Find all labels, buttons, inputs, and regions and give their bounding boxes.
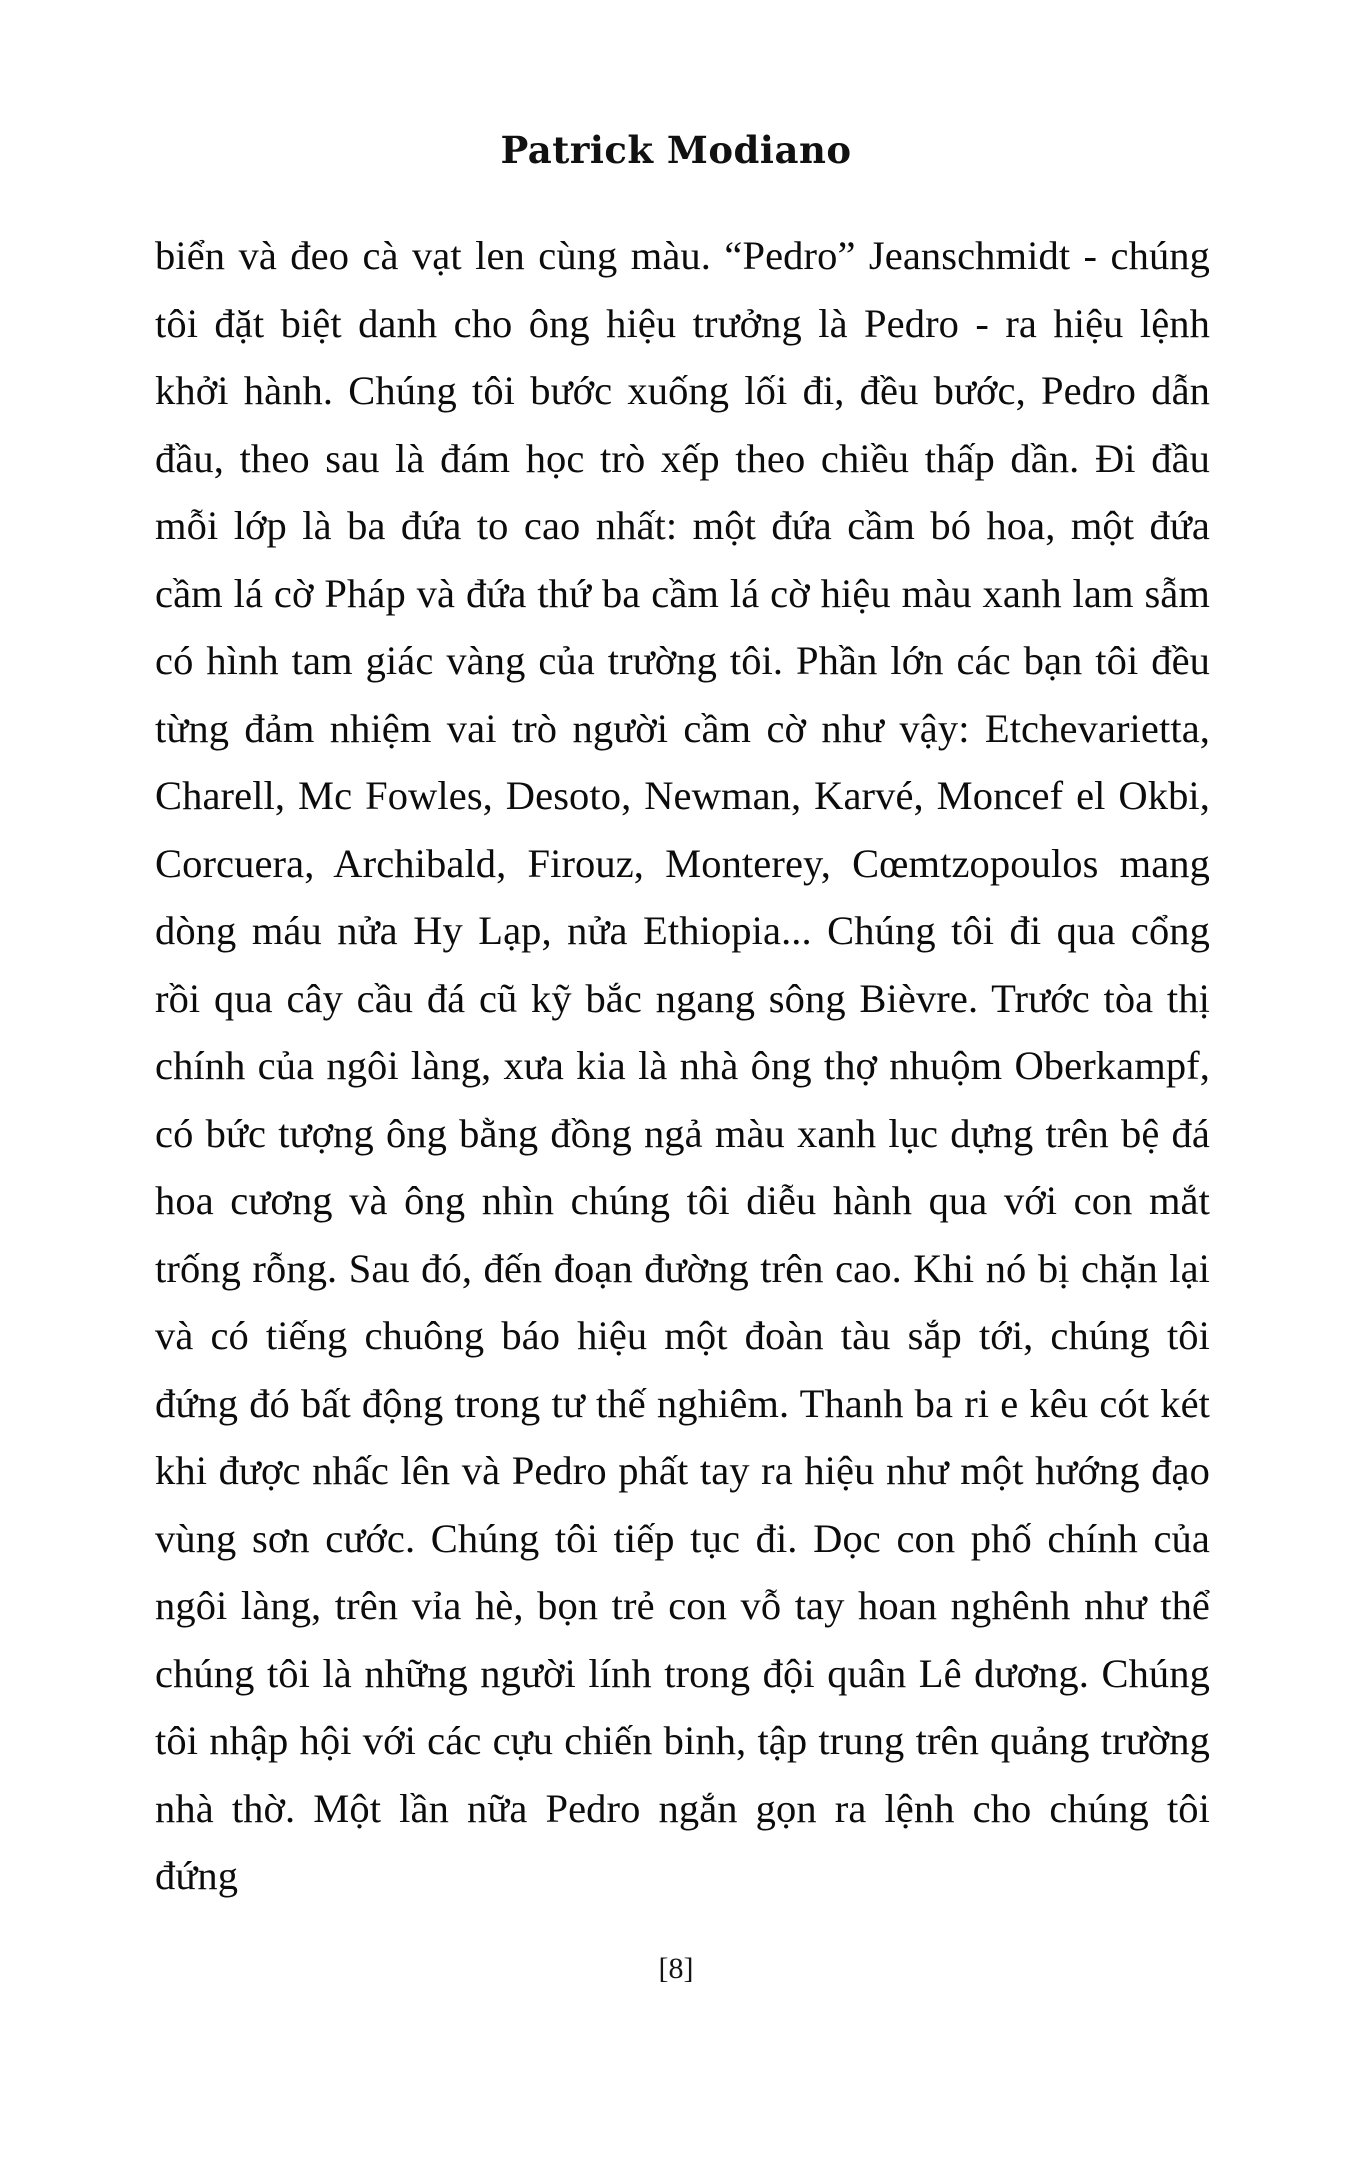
page-body-text: [155, 222, 1210, 1910]
page-number: [8]: [658, 1952, 694, 1985]
body-paragraph: biển và đeo cà vạt len cùng màu. “Pedro” Jeanschmidt - chúng tôi đặt biệt danh cho ông hiệu trưởng là Pedro - ra hiệu lệnh khởi hành. Chúng tôi bước xuống lối đi, đều bước, Pedro dẫn đầu, theo sau là đám học trò xếp theo chiều thấp dần. Đi đầu mỗi lớp là ba đứa to cao nhất: một đứa cầm bó hoa, một đứa cầm lá cờ Pháp và đứa thứ ba cầm lá cờ hiệu màu xanh lam sẫm có hình tam giác vàng của trường tôi. Phần lớn các bạn tôi đều từng đảm nhiệm vai trò người cầm cờ như vậy: Etchevarietta, Charell, Mc Fowles, Desoto, Newman, Karvé, Moncef el Okbi, Corcuera, Archibald, Firouz, Monterey, Cœmtzopoulos mang dòng máu nửa Hy Lạp, nửa Ethiopia... Chúng tôi đi qua cổng rồi qua cây cầu đá cũ kỹ bắc ngang sông Bièvre. Trước tòa thị chính của ngôi làng, xưa kia là nhà ông thợ nhuộm Oberkampf, có bức tượng ông bằng đồng ngả màu xanh lục dựng trên bệ đá hoa cương và ông nhìn chúng tôi diễu hành qua với con mắt trống rỗng. Sau đó, đến đoạn đường trên cao. Khi nó bị chặn lại và có tiếng chuông báo hiệu một đoàn tàu sắp tới, chúng tôi đứng đó bất động trong tư thế nghiêm. Thanh ba ri e kêu cót két khi được nhấc lên và Pedro phất tay ra hiệu như một hướng đạo vùng sơn cước. Chúng tôi tiếp tục đi. Dọc con phố chính của ngôi làng, trên vỉa hè, bọn trẻ con vỗ tay hoan nghênh như thể chúng tôi là những người lính trong đội quân Lê dương. Chúng tôi nhập hội với các cựu chiến binh, tập trung trên quảng trường nhà thờ. Một lần nữa Pedro ngắn gọn ra lệnh cho chúng tôi đứng: [155, 233, 1210, 1898]
running-head: Patrick Modiano: [500, 128, 852, 172]
